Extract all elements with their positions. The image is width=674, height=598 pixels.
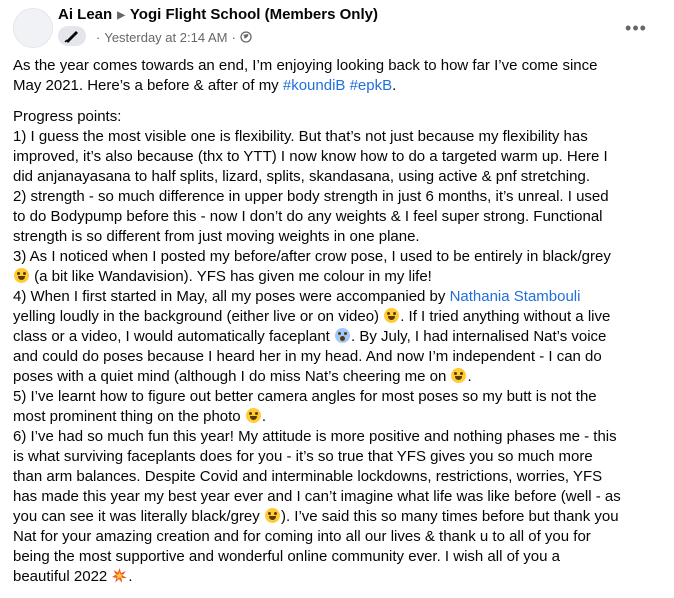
- body-line-15-end: .: [261, 408, 266, 425]
- laughing-tears-emoji: [14, 268, 29, 283]
- pen-nib-icon: [58, 26, 86, 46]
- body-line-13: [13, 367, 665, 387]
- post-title: [58, 6, 378, 23]
- post-header: [0, 0, 674, 52]
- meta-separator: ·: [96, 30, 101, 45]
- grinning-sweat-emoji: [265, 508, 280, 523]
- body-line-8: [13, 267, 665, 287]
- body-line-6: strength is so different from just moving weights in one plane.: [13, 228, 420, 245]
- laughing-tears-emoji: [451, 368, 466, 383]
- laughing-tears-emoji: [246, 408, 261, 423]
- body-line-22: being the most supportive and wonderful online community ever. I wish all of you a: [13, 548, 560, 565]
- intro-end: .: [392, 77, 397, 94]
- body-line-23-text: beautiful 2022: [13, 568, 112, 585]
- collision-emoji: [112, 568, 127, 583]
- body-line-7: 3) As I noticed when I posted my before/after crow pose, I used to be entirely in black/grey: [13, 248, 611, 265]
- post-body: [13, 56, 665, 598]
- progress-paragraph: [13, 107, 665, 587]
- post-timestamp[interactable]: Yesterday at 2:14 AM: [104, 30, 228, 45]
- author-name[interactable]: Ai Lean: [58, 6, 113, 23]
- body-line-20-text: you can see it was literally black/grey: [13, 508, 264, 525]
- body-line-9-text: 4) When I first started in May, all my poses were accompanied by: [13, 288, 450, 305]
- body-line-20: [13, 507, 665, 527]
- more-options-icon[interactable]: •••: [625, 17, 647, 38]
- avatar[interactable]: [13, 8, 53, 48]
- meta-separator-2: ·: [231, 30, 236, 45]
- intro-paragraph: [13, 56, 665, 96]
- body-line-9: [13, 287, 665, 307]
- body-line-14: 5) I’ve learnt how to figure out better camera angles for most poses so my butt is not the: [13, 388, 597, 405]
- progress-heading: Progress points:: [13, 108, 122, 125]
- body-line-11-text: class or a video, I would automatically faceplant: [13, 328, 334, 345]
- screaming-face-emoji: [335, 328, 350, 343]
- body-line-23: [13, 567, 665, 587]
- body-line-11-end: . By July, I had internalised Nat’s voice: [351, 328, 607, 345]
- body-line-3: did anjanayasana to half splits, lizard, splits, skandasana, using active & pnf stretching.: [13, 168, 590, 185]
- body-line-10: [13, 307, 665, 327]
- body-line-17: is what surviving faceplants does for you - it’s so true that YFS gives you so much more: [13, 448, 593, 465]
- body-line-4: 2) strength - so much difference in upper body strength in just 6 months, it’s unreal. I used: [13, 188, 609, 205]
- mention-link[interactable]: Nathania Stambouli: [449, 288, 581, 305]
- intro-line-2: [13, 76, 665, 96]
- laughing-tears-emoji: [384, 308, 399, 323]
- body-line-2: improved, it’s also because (thx to YTT) I now know how to do a targeted warm up. Here I: [13, 148, 608, 165]
- hashtag-koundib[interactable]: #koundiB: [282, 77, 346, 94]
- body-line-13-text: poses with a quiet mind (although I do miss Nat’s cheering me on: [13, 368, 451, 385]
- body-line-8-text: (a bit like Wandavision). YFS has given me colour in my life!: [30, 268, 432, 285]
- body-line-10-text: yelling loudly in the background (either live or on video): [13, 308, 384, 325]
- body-line-20-end: ). I’ve said this so many times before but thank you: [280, 508, 619, 525]
- intro-line-1: As the year comes towards an end, I’m enjoying looking back to how far I’ve come since: [13, 57, 598, 74]
- body-line-13-end: .: [467, 368, 472, 385]
- play-arrow-icon: ▶: [117, 10, 125, 21]
- body-line-18: than arm balances. Despite Covid and interminable lockdowns, restrictions, worries, YFS: [13, 468, 603, 485]
- post-meta: [92, 30, 252, 46]
- intro-text: May 2021. Here’s a before & after of my: [13, 77, 283, 94]
- body-line-5: to do Bodypump before this - now I don’t do any weights & I feel super strong. Functional: [13, 208, 603, 225]
- body-line-16: 6) I’ve had so much fun this year! My attitude is more positive and nothing phases me - this: [13, 428, 617, 445]
- body-line-15: [13, 407, 665, 427]
- body-line-19: has made this year my best year ever and I can’t imagine what life was like before (well - as: [13, 488, 621, 505]
- body-line-10-end: . If I tried anything without a live: [400, 308, 611, 325]
- body-line-1: 1) I guess the most visible one is flexibility. But that’s not just because my flexibility has: [13, 128, 588, 145]
- body-line-15-text: most prominent thing on the photo: [13, 408, 245, 425]
- body-line-23-end: .: [128, 568, 133, 585]
- body-line-21: Nat for your amazing creation and for coming into all our lives & thank u to all of you for: [13, 528, 591, 545]
- hashtag-epkb[interactable]: #epkB: [349, 77, 393, 94]
- body-line-12: and could do poses because I heard her in my head. And now I’m independent - I can do: [13, 348, 602, 365]
- globe-icon[interactable]: [240, 31, 252, 46]
- group-name[interactable]: Yogi Flight School (Members Only): [129, 6, 378, 23]
- body-line-11: [13, 327, 665, 347]
